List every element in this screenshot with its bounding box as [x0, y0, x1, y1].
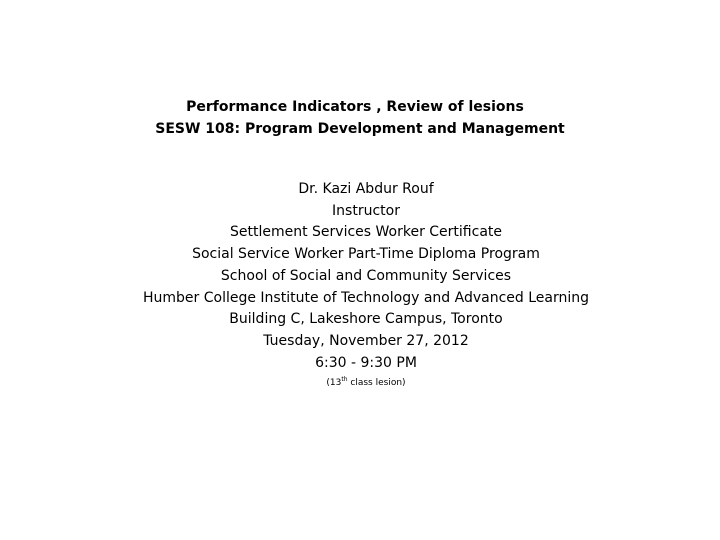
instructor-name: Dr. Kazi Abdur Rouf — [298, 181, 434, 197]
note-prefix: (13 — [326, 378, 342, 389]
note-suffix: class lesion) — [347, 378, 406, 389]
instructor-role: Instructor — [332, 202, 400, 219]
course-title: SESW 108: Program Development and Management — [155, 121, 565, 137]
note-superscript: th — [341, 376, 348, 384]
title-block — [0, 96, 720, 140]
session-date: Tuesday, November 27, 2012 — [263, 332, 469, 349]
school-name: School of Social and Community Services — [220, 267, 512, 284]
program-certificate: Settlement Services Worker Certificate — [229, 224, 503, 241]
details-block — [0, 179, 720, 390]
session-time: 6:30 - 9:30 PM — [315, 354, 417, 371]
program-diploma: Social Service Worker Part-Time Diploma Program — [192, 246, 540, 263]
lesion-note — [0, 376, 720, 390]
campus-location: Building C, Lakeshore Campus, Toronto — [229, 311, 503, 328]
institution-name: Humber College Institute of Technology and Advanced Learning — [142, 289, 589, 306]
presentation-title: Performance Indicators , Review of lesions — [186, 99, 524, 115]
